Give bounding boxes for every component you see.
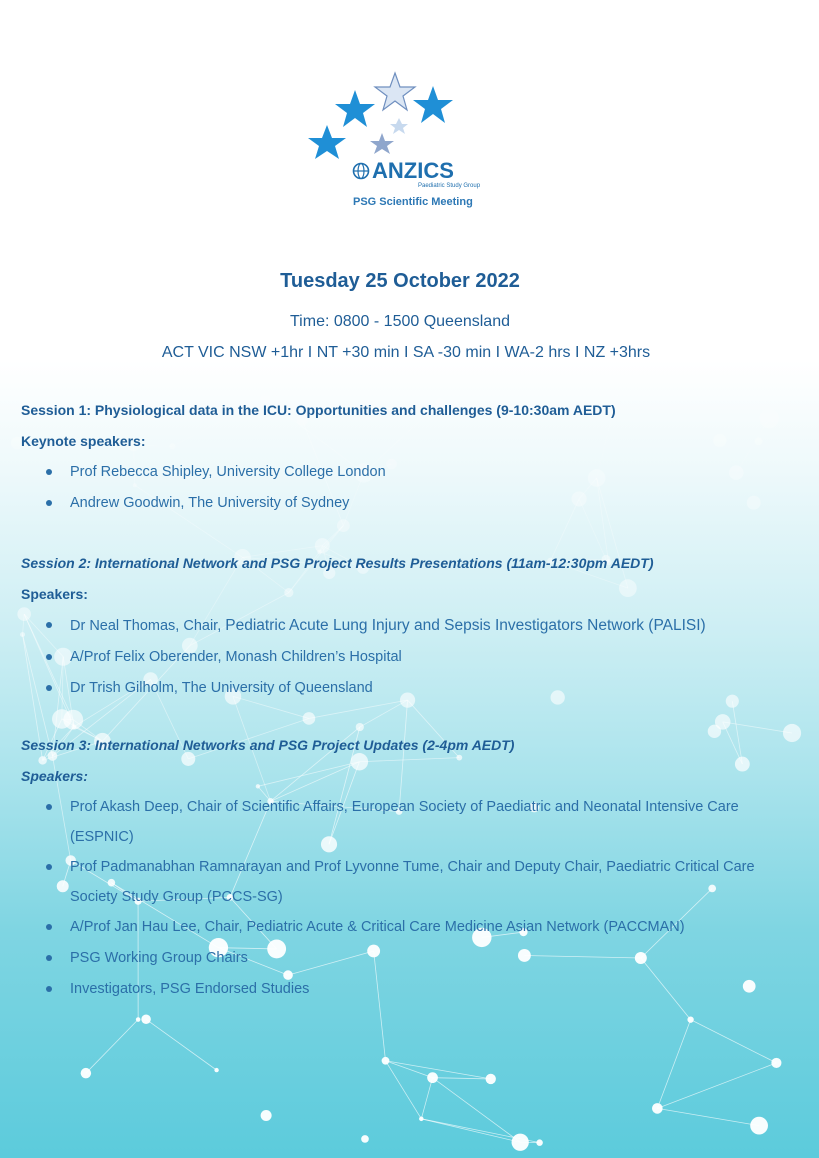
list-item: Prof Rebecca Shipley, University College London	[0, 457, 790, 488]
list-item: Prof Akash Deep, Chair of Scientific Affairs, European Society of Paediatric and Neonatal Intensive Care (ESPNIC)	[0, 792, 790, 852]
network-name: Pediatric Acute Lung Injury and Sepsis Investigators Network (PALISI)	[225, 617, 706, 634]
star-icon	[308, 125, 346, 159]
anzics-stars-logo	[300, 70, 490, 215]
list-item: Prof Padmanabhan Ramnarayan and Prof Lyvonne Tume, Chair and Deputy Chair, Paediatric Critical Care Society Study Group (PCCS-SG)	[0, 852, 790, 912]
logo-meeting: PSG Scientific Meeting	[353, 196, 473, 208]
page-title: Tuesday 25 October 2022	[280, 270, 520, 292]
logo-name: ANZICS	[372, 158, 454, 183]
session-3-speakers	[0, 792, 790, 1005]
list-item: Dr Trish Gilholm, The University of Queensland	[0, 673, 790, 704]
session-1-speakers	[0, 457, 790, 519]
globe-icon	[352, 162, 370, 180]
session-2-speakers	[0, 610, 790, 704]
session-1-title: Session 1: Physiological data in the ICU: Opportunities and challenges (9-10:30am AEDT)	[21, 402, 616, 418]
list-item: A/Prof Felix Oberender, Monash Children’s Hospital	[0, 642, 790, 673]
meeting-time: Time: 0800 - 1500 Queensland	[290, 313, 510, 330]
logo-subtitle: Paediatric Study Group	[418, 183, 481, 189]
star-icon	[370, 133, 394, 154]
star-icon	[390, 118, 408, 134]
list-item: A/Prof Jan Hau Lee, Chair, Pediatric Acute & Critical Care Medicine Asian Network (PACCMAN)	[0, 912, 790, 943]
list-item: PSG Working Group Chairs	[0, 943, 790, 974]
star-icon	[413, 86, 453, 123]
list-item: Andrew Goodwin, The University of Sydney	[0, 488, 790, 519]
time-zones: ACT VIC NSW +1hr I NT +30 min I SA -30 min I WA-2 hrs I NZ +3hrs	[161, 344, 651, 361]
session-3-title: Session 3: International Networks and PSG Project Updates (2-4pm AEDT)	[21, 737, 515, 753]
session-2-label: Speakers:	[21, 586, 88, 602]
star-icon	[375, 73, 415, 110]
session-1-label: Keynote speakers:	[21, 433, 146, 449]
session-2-title: Session 2: International Network and PSG Project Results Presentations (11am-12:30pm AEDT)	[21, 555, 654, 571]
speaker-prefix: Dr Neal Thomas, Chair,	[70, 618, 226, 634]
session-3-label: Speakers:	[21, 768, 88, 784]
list-item: Investigators, PSG Endorsed Studies	[0, 974, 790, 1005]
list-item	[0, 610, 790, 642]
star-icon	[335, 90, 375, 127]
